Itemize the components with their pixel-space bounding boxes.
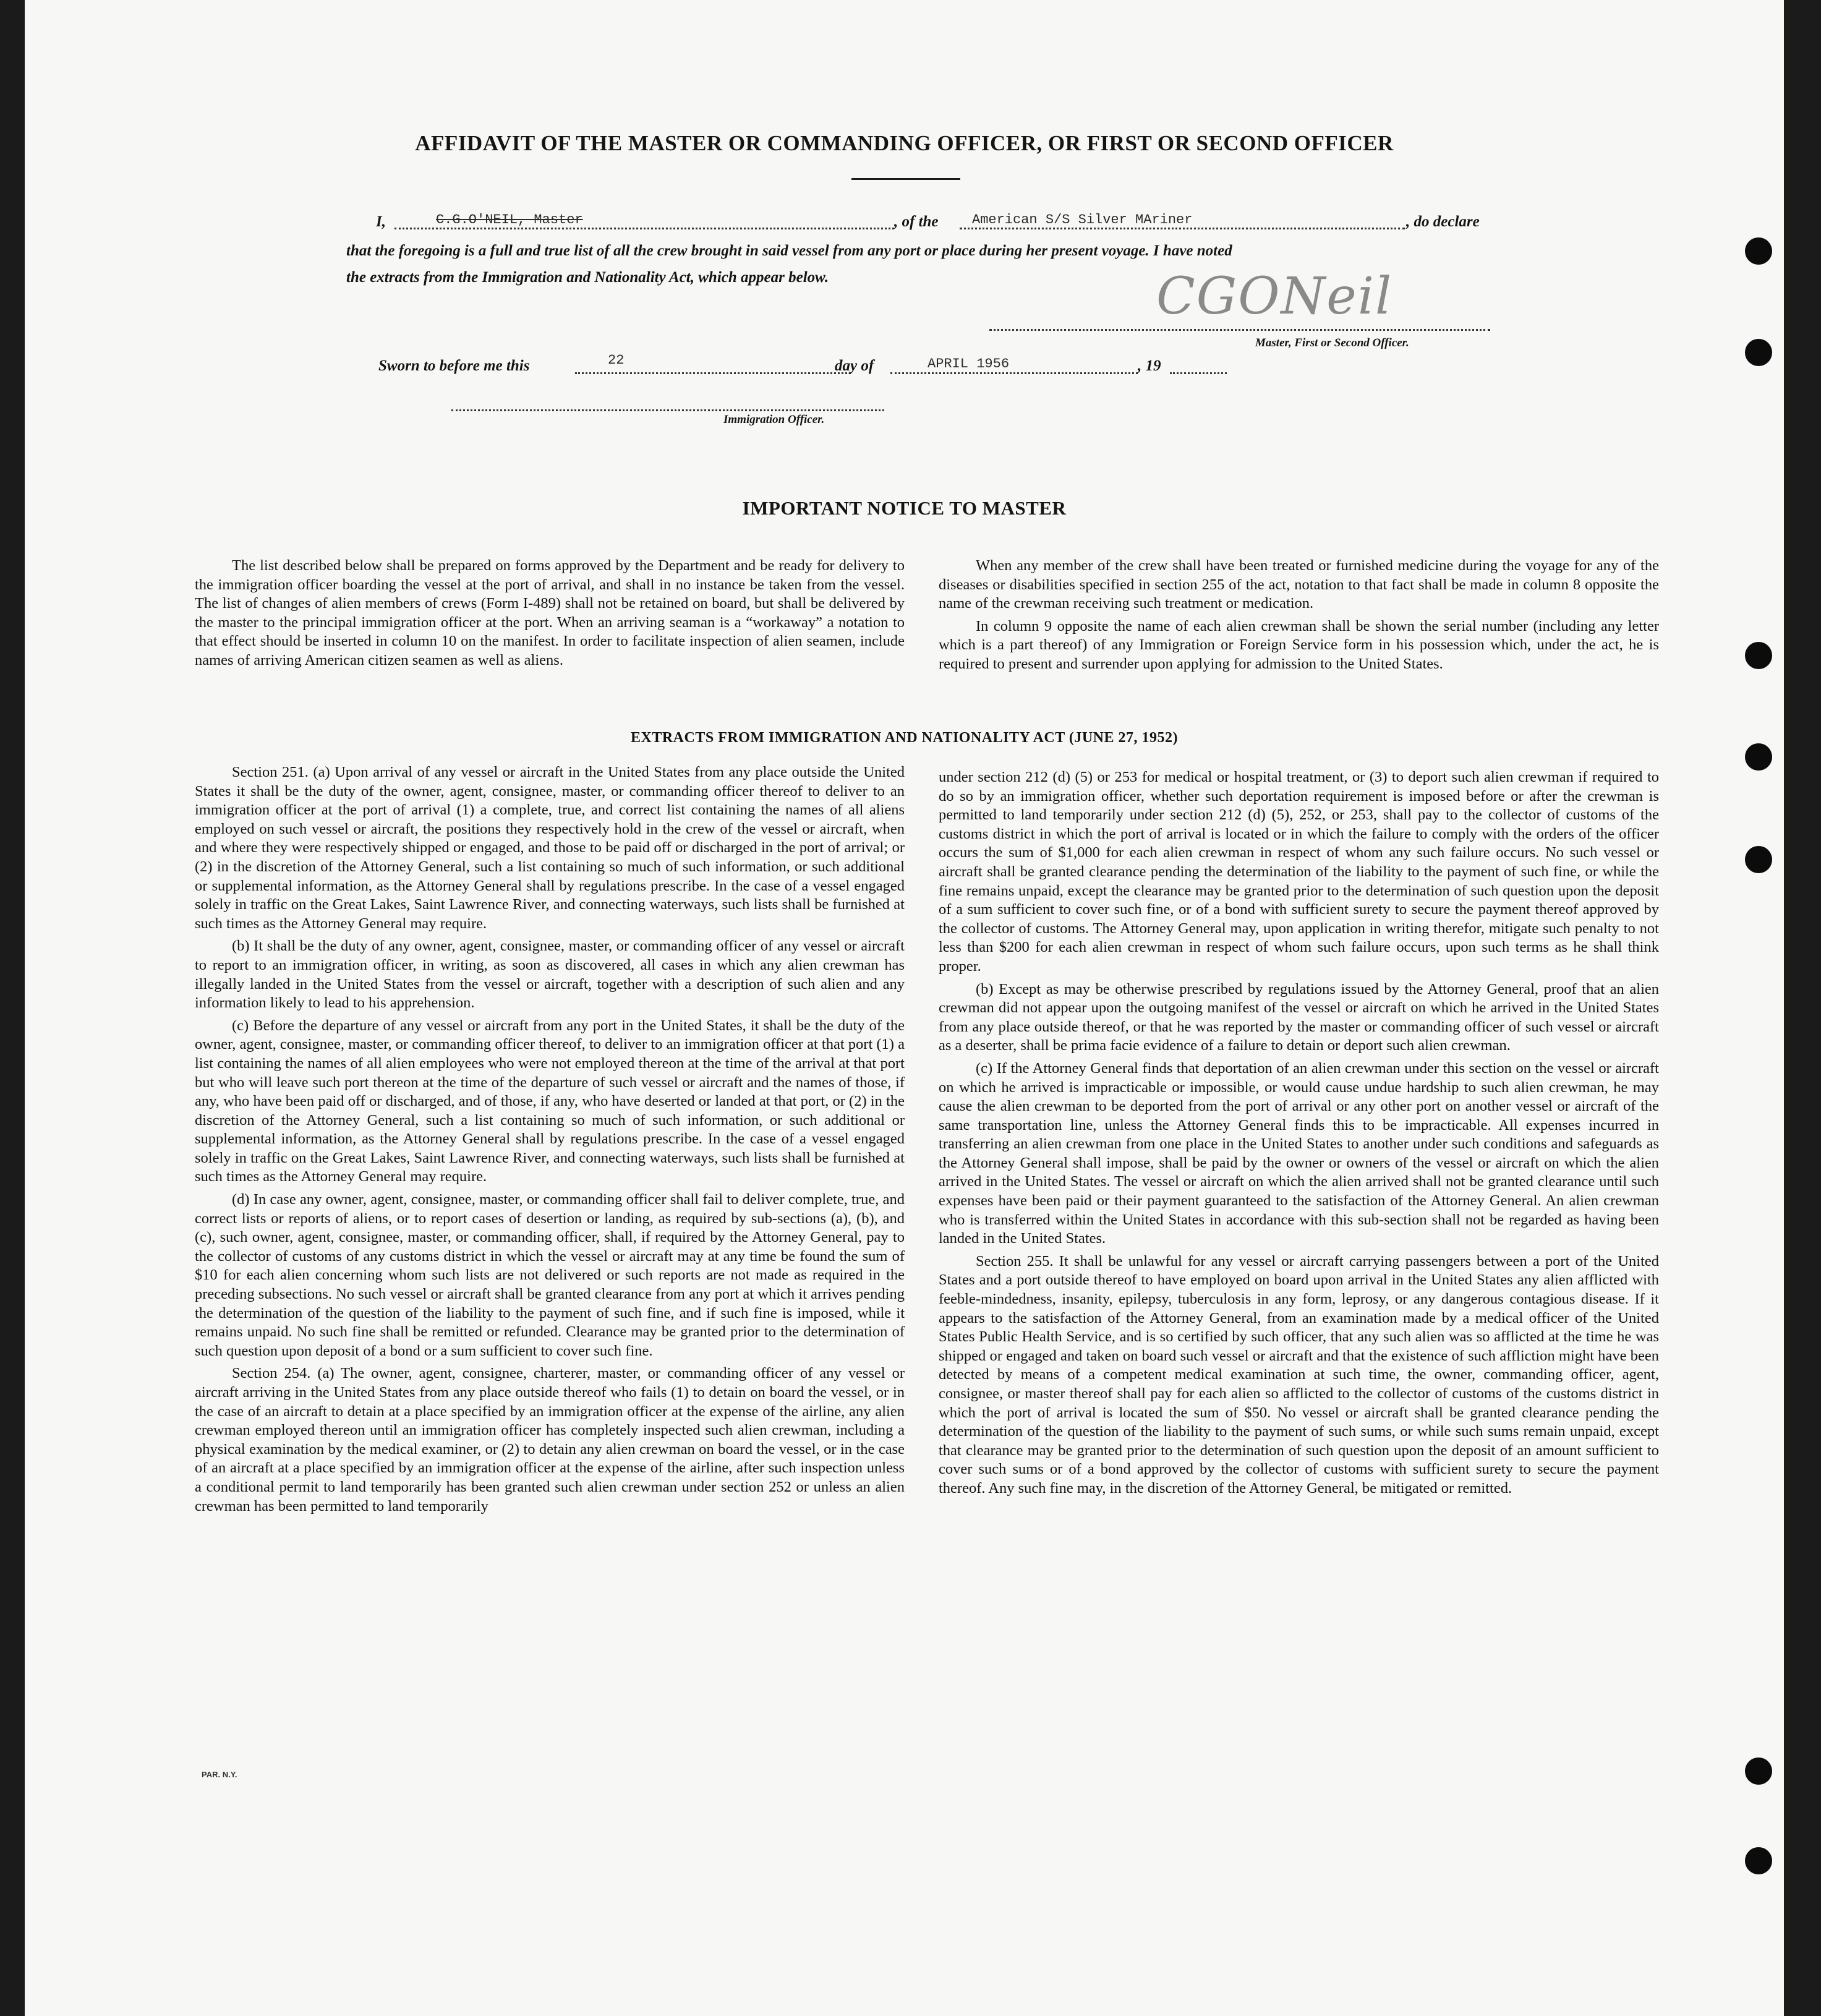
title-underline <box>851 178 960 180</box>
punch-hole <box>1745 743 1772 771</box>
section-251b: (b) It shall be the duty of any owner, agent, consignee, master, or commanding officer of any vessel or aircraft to report to an immigration officer, in writing, as soon as discovered, all cases in which any alien crewman has illegally landed in the United States from the vessel or aircraft, together with a description of such alien and any information likely to lead to his apprehension. <box>195 938 905 1012</box>
declarant-name: C.G.O'NEIL, Master <box>436 212 583 228</box>
sworn-month-line <box>890 372 1138 374</box>
sworn-day-line <box>575 372 851 374</box>
notice-title: IMPORTANT NOTICE TO MASTER <box>742 497 1067 519</box>
signature-line <box>989 329 1490 331</box>
extracts-left-column <box>195 763 905 1519</box>
section-254c: (c) If the Attorney General finds that deportation of an alien crewman under this section on the vessel or aircraft on which he arrived is impracticable or impossible, or would cause undue hardship to such alien crewman, he may cause the alien crewman to be deported from the port of arrival or any other port on another vessel or aircraft of the same transportation line, unless the Attorney General finds this to be impracticable. All expenses incurred in transferring an alien crewman from one place in the United States to another under such conditions and safeguards as the Attorney General shall impose, shall be paid by the owner or owners of the vessel or aircraft on which the alien arrived in the United States. The vessel or aircraft on which the alien arrived shall not be granted clearance until such expenses have been paid or their payment guaranteed to the satisfaction of the Attorney General. An alien crewman who is transferred within the United States in accordance with this sub-section shall not be regarded as having been landed in the United States. <box>939 1059 1659 1247</box>
section-251c: (c) Before the departure of any vessel or aircraft from any port in the United States, it shall be the duty of the owner, agent, consignee, master, or commanding officer thereof, to deliver to an immigration officer at that port (1) a list containing the names of all alien employees who were not employed thereon at the time of the arrival at that port but who will leave such port thereon at the time of the departure of such vessel or aircraft and the names of those, if any, who have been paid off or discharged, and of those, if any, who have deserted or landed at that port, or (2) in the discretion of the Attorney General, such a list containing so much of such information, or such additional or supplemental information, as the Attorney General shall by regulations prescribe. In the case of a vessel engaged solely in traffic on the Great Lakes, Saint Lawrence River, and connecting waterways, such lists shall be furnished at such times as the Attorney General may require. <box>195 1017 905 1185</box>
vessel-line <box>960 228 1405 229</box>
sworn-label: Sworn to before me this <box>378 357 530 374</box>
day-of-label: day of <box>835 357 874 374</box>
year-label: , 19 <box>1138 357 1161 374</box>
signature: CGONeil <box>1156 267 1393 326</box>
declarant-line <box>394 228 894 229</box>
extracts-right-column <box>939 768 1659 1502</box>
declaration-line-2: that the foregoing is a full and true list of all the crew brought in said vessel from any port or place during her present voyage. I have noted <box>346 242 1232 259</box>
immigration-officer-line <box>451 409 884 411</box>
section-254b: (b) Except as may be otherwise prescribed by regulations issued by the Attorney General, proof that an alien crewman did not appear upon the outgoing manifest of the vessel or aircraft on which he arrived in the United States from any place outside thereof, or that he was reported by the master or commanding officer of such vessel or aircraft as a deserter, shall be prima facie evidence of a failure to detain or deport such alien crewman. <box>939 980 1659 1054</box>
section-255: Section 255. It shall be unlawful for any vessel or aircraft carrying passengers between a port of the United States and a port outside thereof to have employed on board upon arrival in the United States any alien afflicted with feeble-mindedness, insanity, epilepsy, tuberculosis in any form, leprosy, or any dangerous contagious disease. If it appears to the satisfaction of the Attorney General, from an examination made by a medical officer of the United States Public Health Service, and is so certified by such officer, that any such alien was so afflicted at the time he was shipped or engaged and taken on board such vessel or aircraft and that the existence of such affliction might have been detected by means of a competent medical examination at such time, the owner, commanding officer, agent, consignee, or master thereof shall pay for each alien so afflicted to the collector of customs of the customs district in which the port of arrival is located the sum of $50. No vessel or aircraft shall be granted clearance pending the determination of the question of the liability to the payment of such sums, or while such sums remain unpaid, except that clearance may be granted prior to the determination of such question upon the deposit of an amount sufficient to cover such sums or of a bond approved by the collector of customs with sufficient surety to secure the payment thereof. Any such fine may, in the discretion of the Attorney General, be mitigated or remitted. <box>939 1252 1659 1497</box>
punch-hole <box>1745 1758 1772 1785</box>
year-line <box>1170 372 1227 374</box>
notice-right-text-1: When any member of the crew shall have been treated or furnished medicine during the voyage for any of the diseases or disabilities specified in section 255 of the act, notation to that fact shall be made in column 8 opposite the name of the crewman receiving such treatment or medication. <box>939 557 1659 612</box>
declaration-line-3: the extracts from the Immigration and Nationality Act, which appear below. <box>346 269 829 286</box>
punch-hole <box>1745 642 1772 669</box>
printer-mark: PAR. N.Y. <box>202 1770 237 1779</box>
notice-right-column <box>939 557 1659 678</box>
punch-hole <box>1745 237 1772 265</box>
punch-hole <box>1745 1847 1772 1874</box>
do-declare-label: , do declare <box>1406 213 1480 230</box>
affidavit-title: AFFIDAVIT OF THE MASTER OR COMMANDING OFFICER, OR FIRST OR SECOND OFFICER <box>415 131 1394 155</box>
signature-caption: Master, First or Second Officer. <box>1255 336 1409 349</box>
i-label: I, <box>376 213 386 230</box>
section-251d: (d) In case any owner, agent, consignee, master, or commanding officer shall fail to deliver complete, true, and correct lists or reports of aliens, or to report cases of desertion or landing, as required by sub-sections (a), (b), and (c), such owner, agent, consignee, master, or commanding officer, shall, if required by the Attorney General, pay to the collector of customs of any customs district in which the vessel or aircraft may at any time be found the sum of $10 for each alien concerning whom such lists are not delivered or such reports are not made as required in the preceding subsections. No such vessel or aircraft shall be granted clearance from any port at which it arrives pending the determination of the question of the liability to the payment of such fine, and if such fine is imposed, while it remains unpaid. No such fine shall be remitted or refunded. Clearance may be granted prior to the determination of such question upon deposit of a bond or a sum sufficient to cover such fine. <box>195 1191 905 1359</box>
sworn-day: 22 <box>608 352 625 368</box>
section-254a: Section 254. (a) The owner, agent, consignee, charterer, master, or commanding officer of any vessel or aircraft arriving in the United States from any place outside thereof who fails (1) to detain on board the vessel, or in the case of an aircraft to detain at a place specified by an immigration officer at the expense of the airline, any alien crewman employed thereon until an immigration officer has completely inspected such alien crewman, including a physical examination by the medical examiner, or (2) to detain any alien crewman on board the vessel, or in the case of an aircraft at a place specified by an immigration officer at the expense of the airline, after such inspection unless a conditional permit to land temporarily has been granted such alien crewman under section 252 or unless an alien crewman has been permitted to land temporarily <box>195 1365 905 1514</box>
section-251a: Section 251. (a) Upon arrival of any vessel or aircraft in the United States from any place outside the United States it shall be the duty of the owner, agent, consignee, master, or commanding officer thereof to deliver to an immigration officer at the port of arrival (1) a complete, true, and correct list containing the names of all aliens employed on such vessel or aircraft, the positions they respectively hold in the crew of the vessel or aircraft, when and where they were respectively shipped or engaged, and those to be paid off or discharged in the port of arrival; or (2) in the discretion of the Attorney General, such a list containing so much of such information, or such additional or supplemental information, as the Attorney General shall by regulations prescribe. In the case of a vessel engaged solely in traffic on the Great Lakes, Saint Lawrence River, and connecting waterways, such lists shall be furnished at such times as the Attorney General may require. <box>195 764 905 932</box>
notice-left-column <box>195 557 905 674</box>
notice-left-text: The list described below shall be prepared on forms approved by the Department and be ready for delivery to the immigration officer boarding the vessel at the port of arrival, and shall in no instance be taken from the vessel. The list of changes of alien members of crews (Form I-489) shall not be retained on board, but shall be delivered by the master to the principal immigration officer at the port. When an arriving seaman is a “workaway” a notation to that effect should be inserted in column 10 on the manifest. In order to facilitate inspection of alien seamen, include names of arriving American citizen seamen as well as aliens. <box>195 557 905 668</box>
of-the-label: , of the <box>894 213 939 230</box>
punch-hole <box>1745 846 1772 873</box>
document-page <box>25 0 1784 2016</box>
section-254a-continued: under section 212 (d) (5) or 253 for medical or hospital treatment, or (3) to deport such alien crewman if required to do so by an immigration officer, whether such deportation requirement is imposed before or after the crewman is permitted to land temporarily under section 212 (d) (5), 252, or 253, shall pay to the collector of customs of the customs district in which the port of arrival is located or in which the failure to comply with the orders of the officer occurs the sum of $1,000 for each alien crewman in respect of whom any such failure occurs. No such vessel or aircraft shall be granted clearance pending the determination of the liability to the payment of such fine, or while the fine remains unpaid, except the clearance may be granted prior to the determination of such question upon the deposit of a sum sufficient to cover such fine, or of a bond with sufficient surety to secure the payment thereof approved by the collector of customs. The Attorney General may, upon application in writing therefor, mitigate such penalty to not less than $200 for each alien crewman in respect of whom such failure occurs, upon such terms as he shall think proper. <box>939 769 1659 975</box>
sworn-month: APRIL 1956 <box>928 356 1010 372</box>
notice-right-text-2: In column 9 opposite the name of each alien crewman shall be shown the serial number (including any letter which is a part thereof) of any Immigration or Foreign Service form in his possession which, under the act, he is required to present and surrender upon applying for admission to the United States. <box>939 617 1659 672</box>
punch-hole <box>1745 339 1772 366</box>
immigration-officer-caption: Immigration Officer. <box>723 413 825 426</box>
vessel-name: American S/S Silver MAriner <box>972 212 1193 228</box>
extracts-title: EXTRACTS FROM IMMIGRATION AND NATIONALITY ACT (JUNE 27, 1952) <box>631 730 1178 746</box>
